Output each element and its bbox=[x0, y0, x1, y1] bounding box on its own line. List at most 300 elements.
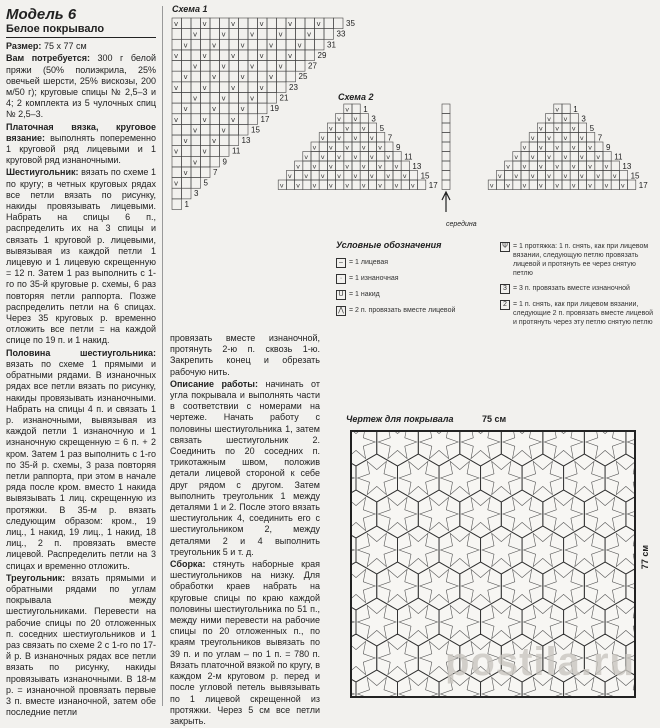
grid-cell bbox=[182, 124, 192, 135]
stitch-symbol: v bbox=[522, 181, 527, 190]
stitch-symbol: v bbox=[555, 143, 560, 152]
grid-cell bbox=[562, 161, 570, 171]
stitch-symbol: v bbox=[620, 181, 625, 190]
stitch-symbol: v bbox=[202, 147, 207, 156]
stitch-symbol: v bbox=[193, 62, 198, 71]
grid-cell bbox=[570, 114, 578, 124]
stitch-symbol: v bbox=[212, 137, 217, 146]
stitch-symbol: v bbox=[402, 172, 407, 180]
grid-cell bbox=[368, 142, 376, 152]
stitch-symbol: v bbox=[345, 181, 350, 190]
grid-cell bbox=[277, 71, 287, 82]
stitch-symbol: v bbox=[353, 134, 358, 142]
legend-text: = 1 изнаночная bbox=[349, 275, 399, 282]
paragraph-body: провязать вместе изнаночной, протянуть 2-ю п. сквозь 1-ю. Закрепить конец и обрезать рабочую нить. bbox=[170, 333, 320, 377]
grid-cell bbox=[324, 29, 334, 40]
column-divider bbox=[162, 6, 163, 706]
grid-cell bbox=[336, 142, 344, 152]
grid-cell bbox=[239, 50, 249, 61]
stitch-symbol: v bbox=[345, 162, 350, 171]
grid-cell bbox=[229, 135, 239, 146]
grid-cell bbox=[220, 82, 230, 93]
stitch-symbol: v bbox=[202, 20, 207, 28]
row-number: 5 bbox=[203, 178, 208, 188]
row-number: 9 bbox=[222, 157, 227, 167]
grid-cell bbox=[336, 180, 344, 190]
stitch-symbol: v bbox=[312, 181, 317, 190]
stitch-symbol: v bbox=[174, 51, 179, 60]
row-number: 1 bbox=[363, 105, 368, 114]
grid-cell bbox=[360, 152, 368, 162]
paragraph-heading: Платочная вязка, круговое вязание: bbox=[6, 121, 156, 143]
grid-cell bbox=[201, 167, 211, 178]
stitch-symbol: v bbox=[378, 162, 382, 171]
stitch-symbol: v bbox=[571, 162, 576, 171]
grid-cell bbox=[201, 103, 211, 114]
stitch-symbol: v bbox=[579, 134, 584, 142]
grid-cell bbox=[344, 114, 352, 124]
grid-cell bbox=[603, 152, 611, 162]
grid-cell bbox=[220, 146, 230, 157]
grid-cell bbox=[554, 133, 562, 143]
grid-cell bbox=[305, 18, 315, 29]
stitch-symbol: v bbox=[369, 153, 374, 161]
grid-cell bbox=[352, 104, 360, 114]
row-number: 29 bbox=[317, 50, 327, 60]
legend-title: Условные обозначения bbox=[336, 240, 442, 250]
grid-cell bbox=[442, 142, 450, 152]
grid-cell bbox=[229, 29, 239, 40]
grid-cell bbox=[324, 18, 334, 29]
grid-cell bbox=[239, 124, 249, 135]
row-number: 13 bbox=[622, 162, 632, 171]
grid-cell bbox=[172, 61, 182, 72]
grid-cell bbox=[537, 152, 545, 162]
grid-cell bbox=[258, 39, 268, 50]
row-number: 17 bbox=[428, 181, 438, 190]
grid-cell bbox=[393, 152, 401, 162]
grid-cell bbox=[229, 124, 239, 135]
stitch-symbol: v bbox=[221, 30, 226, 39]
stitch-symbol: v bbox=[555, 124, 560, 133]
grid-cell bbox=[201, 71, 211, 82]
grid-cell bbox=[220, 135, 230, 146]
row-number: 21 bbox=[279, 93, 289, 103]
grid-cell bbox=[191, 18, 201, 29]
grid-cell bbox=[258, 29, 268, 40]
stitch-symbol: v bbox=[378, 143, 382, 152]
stitch-symbol: v bbox=[269, 73, 274, 82]
grid-cell bbox=[229, 103, 239, 114]
stitch-symbol: v bbox=[345, 143, 350, 152]
grid-cell bbox=[182, 114, 192, 125]
grid-cell bbox=[529, 180, 537, 190]
stitch-symbol: v bbox=[287, 172, 292, 180]
stitch-symbol: v bbox=[555, 105, 560, 114]
stitch-symbol: v bbox=[202, 83, 207, 92]
grid-cell bbox=[191, 135, 201, 146]
grid-cell bbox=[529, 142, 537, 152]
stitch-symbol: v bbox=[183, 105, 188, 114]
paragraph-heading: Шестиугольник: bbox=[6, 167, 79, 178]
legend-item bbox=[500, 300, 656, 327]
stitch-symbol: v bbox=[193, 30, 198, 39]
stitch-symbol: v bbox=[353, 172, 358, 180]
grid-cell bbox=[229, 61, 239, 72]
schema1-label: Схема 1 bbox=[172, 4, 208, 14]
grid-cell bbox=[210, 114, 220, 125]
stitch-symbol: v bbox=[588, 181, 592, 190]
legend-item bbox=[500, 284, 656, 294]
grid-cell bbox=[352, 161, 360, 171]
row-number: 25 bbox=[298, 72, 308, 82]
grid-cell bbox=[377, 171, 385, 181]
paragraph-heading: Сборка: bbox=[170, 559, 206, 570]
row-number: 27 bbox=[308, 61, 317, 71]
grid-cell bbox=[220, 114, 230, 125]
grid-cell bbox=[182, 61, 192, 72]
stitch-symbol: v bbox=[250, 94, 255, 103]
legend-item bbox=[336, 258, 496, 268]
grid-cell bbox=[220, 71, 230, 82]
row-number: 7 bbox=[387, 133, 393, 143]
grid-cell bbox=[182, 188, 192, 199]
grid-cell bbox=[521, 152, 529, 162]
grid-cell bbox=[360, 133, 368, 143]
stitch-symbol: v bbox=[604, 181, 609, 190]
stitch-symbol: v bbox=[312, 143, 317, 152]
stitch-symbol: v bbox=[497, 172, 502, 180]
stitch-symbol: v bbox=[571, 124, 576, 133]
stitch-symbol: v bbox=[212, 105, 217, 114]
grid-cell bbox=[239, 18, 249, 29]
stitch-symbol: v bbox=[538, 124, 543, 133]
stitch-symbol: v bbox=[328, 143, 333, 152]
grid-cell bbox=[628, 180, 636, 190]
stitch-symbol: v bbox=[250, 62, 255, 71]
grid-cell bbox=[229, 92, 239, 103]
grid-cell bbox=[201, 61, 211, 72]
grid-cell bbox=[303, 161, 311, 171]
grid-cell bbox=[210, 29, 220, 40]
grid-cell bbox=[191, 82, 201, 93]
row-number: 33 bbox=[336, 29, 346, 39]
drawing-width-label: 75 см bbox=[482, 414, 507, 424]
center-label: середина bbox=[446, 221, 477, 228]
grid-cell bbox=[210, 156, 220, 167]
grid-cell bbox=[295, 171, 303, 181]
stitch-symbol: v bbox=[563, 153, 568, 161]
grid-cell bbox=[210, 61, 220, 72]
grid-cell bbox=[182, 82, 192, 93]
grid-cell bbox=[191, 71, 201, 82]
legend-symbol-icon: 3 bbox=[500, 284, 510, 294]
grid-cell bbox=[352, 123, 360, 133]
grid-cell bbox=[418, 180, 426, 190]
row-number: 7 bbox=[213, 167, 218, 177]
grid-cell bbox=[409, 171, 417, 181]
paragraph-body: выполнять попеременно 1 круговой ряд лицевыми и 1 круговой ряд изнаночными. bbox=[6, 132, 156, 166]
grid-cell bbox=[305, 39, 315, 50]
row-number: 7 bbox=[597, 133, 603, 143]
stitch-symbol: v bbox=[547, 134, 551, 142]
grid-cell bbox=[229, 71, 239, 82]
paragraph-body: начинать от угла покрывала и выполнять части в соответствии с номерами на чертеже. Начать работу с половины шестиугольника 1, затем связать шестиугольник 2. Соединить по 20 соседних п. трикотажным швом, положив детали лицевой стороной к себе друг рядом с другом. Затем выполнить треугольник 1 между деталями 1 и 2. После этого вязать шестиугольник 4, соединить его с шестиугольником 2, между деталями 2 и 4 выполнить треугольник 5 и т. д. bbox=[170, 378, 320, 557]
stitch-symbol: v bbox=[410, 181, 415, 190]
row-number: 9 bbox=[396, 143, 401, 152]
stitch-symbol: v bbox=[212, 73, 217, 82]
stitch-symbol: v bbox=[612, 172, 617, 180]
grid-cell bbox=[210, 82, 220, 93]
stitch-symbol: v bbox=[320, 134, 325, 142]
stitch-symbol: v bbox=[514, 153, 519, 161]
paragraph-heading: Половина шестиугольника: bbox=[6, 347, 156, 358]
grid-cell bbox=[248, 39, 258, 50]
row-number: 23 bbox=[289, 82, 298, 92]
grid-cell bbox=[496, 180, 504, 190]
grid-cell bbox=[587, 171, 595, 181]
stitch-symbol: v bbox=[174, 20, 179, 28]
stitch-symbol: v bbox=[547, 153, 551, 161]
paragraph-heading: Треугольник: bbox=[6, 572, 66, 583]
stitch-symbol: v bbox=[320, 153, 325, 161]
stitch-symbol: v bbox=[538, 181, 543, 190]
stitch-symbol: v bbox=[221, 126, 226, 135]
grid-cell bbox=[172, 39, 182, 50]
stitch-symbol: v bbox=[394, 181, 399, 190]
grid-cell bbox=[360, 114, 368, 124]
grid-cell bbox=[239, 61, 249, 72]
legend-symbol-icon: ⋀ bbox=[336, 306, 346, 316]
stitch-symbol: v bbox=[337, 153, 341, 161]
grid-cell bbox=[334, 18, 344, 29]
grid-cell bbox=[442, 152, 450, 162]
legend-right bbox=[500, 242, 656, 333]
row-number: 17 bbox=[638, 181, 648, 190]
stitch-symbol: v bbox=[361, 124, 366, 133]
stitch-symbol: v bbox=[328, 162, 333, 171]
stitch-symbol: v bbox=[304, 153, 309, 161]
stitch-symbol: v bbox=[259, 51, 264, 60]
grid-cell bbox=[239, 114, 249, 125]
grid-cell bbox=[537, 171, 545, 181]
grid-cell bbox=[172, 199, 182, 210]
stitch-symbol: v bbox=[337, 115, 341, 123]
grid-cell bbox=[248, 50, 258, 61]
grid-cell bbox=[239, 82, 249, 93]
legend-item bbox=[500, 242, 656, 278]
stitch-symbol: v bbox=[231, 20, 236, 28]
grid-cell bbox=[352, 180, 360, 190]
grid-cell bbox=[210, 18, 220, 29]
grid-cell bbox=[554, 171, 562, 181]
grid-cell bbox=[182, 18, 192, 29]
grid-cell bbox=[401, 161, 409, 171]
grid-cell bbox=[191, 103, 201, 114]
grid-cell bbox=[248, 103, 258, 114]
stitch-symbol: v bbox=[378, 181, 382, 190]
grid-cell bbox=[554, 152, 562, 162]
grid-cell bbox=[210, 124, 220, 135]
legend-left bbox=[336, 258, 496, 322]
stitch-symbol: v bbox=[361, 143, 366, 152]
stitch-symbol: v bbox=[278, 30, 283, 39]
stitch-symbol: v bbox=[231, 51, 236, 60]
grid-cell bbox=[182, 92, 192, 103]
grid-cell bbox=[191, 39, 201, 50]
middle-paragraphs bbox=[170, 333, 320, 727]
stitch-symbol: v bbox=[588, 143, 592, 152]
legend-item bbox=[336, 306, 496, 316]
paragraph-heading: Описание работы: bbox=[170, 378, 258, 389]
row-number: 5 bbox=[379, 124, 385, 133]
stitch-symbol: v bbox=[530, 134, 535, 142]
grid-cell bbox=[239, 29, 249, 40]
grid-cell bbox=[172, 135, 182, 146]
grid-cell bbox=[277, 39, 287, 50]
stitch-symbol: v bbox=[296, 162, 300, 171]
grid-cell bbox=[172, 167, 182, 178]
grid-cell bbox=[201, 156, 211, 167]
stitch-symbol: v bbox=[202, 115, 207, 124]
row-number: 35 bbox=[346, 19, 355, 28]
stitch-symbol: v bbox=[596, 172, 601, 180]
grid-cell bbox=[546, 123, 554, 133]
grid-cell bbox=[267, 29, 277, 40]
row-number: 11 bbox=[404, 152, 413, 162]
page-title: Модель 6 bbox=[6, 6, 77, 23]
grid-cell bbox=[305, 50, 315, 61]
grid-cell bbox=[296, 61, 306, 72]
stitch-symbol: v bbox=[530, 172, 535, 180]
grid-cell bbox=[562, 123, 570, 133]
grid-cell bbox=[267, 18, 277, 29]
grid-cell bbox=[182, 156, 192, 167]
grid-cell bbox=[286, 39, 296, 50]
grid-cell bbox=[442, 180, 450, 190]
legend-symbol-icon: · bbox=[336, 274, 346, 284]
grid-cell bbox=[368, 161, 376, 171]
grid-cell bbox=[267, 50, 277, 61]
grid-cell bbox=[546, 142, 554, 152]
grid-cell bbox=[595, 180, 603, 190]
legend-text: = 1 накид bbox=[349, 291, 380, 298]
row-number: 3 bbox=[194, 189, 199, 199]
schema2-label: Схема 2 bbox=[338, 92, 374, 102]
grid-cell bbox=[385, 161, 393, 171]
legend-text: = 1 п. снять, как при лицевом вязании, следующие 2 п. провязать вместе лицевой и протянуть через эту петлю снятую петлю bbox=[513, 301, 654, 326]
grid-cell bbox=[277, 18, 287, 29]
stitch-symbol: v bbox=[563, 172, 568, 180]
stitch-symbol: v bbox=[538, 143, 543, 152]
paragraph-body: вязать прямыми и обратными рядами по углам покрывала между шестиугольниками. Перевести на рабочие спицы по 20 отложенных п. соседних шестиугольников и 1 раз связать по схеме 2 с 1-го по 17-й р. В изнаночных рядах все петли вязать по рисунку, накиды провязывать изнаночными. В 18-м р. = изнаночной провязать первые 3 п. вместе изнаночной, затем обе последние петли bbox=[6, 572, 156, 718]
stitch-symbol: v bbox=[579, 153, 584, 161]
stitch-symbol: v bbox=[183, 137, 188, 146]
stitch-symbol: v bbox=[353, 153, 358, 161]
paragraph-body: вязать по схеме 1 прямыми и обратными рядами. В изнаночных рядах все петли вязать по рисунку, накиды провязывать изнаночными. Набрать на спицы 4 п. и связать 1 р. изнаночными, вывязывая из каждой петли 1 изнаночную и 1 изнаночную скрещенную = 6 п. + 2 кром. Затем 1 раз выполнить с 1-го по 35-й р. схемы, 3 раза повторяя петли раппорта, при этом в начале ряда после кром. вместо 1 накида вывязывать 1 лиц. скрещенную из протяжки. В 35-м р. вязать следующим образом: кром., 19 лиц., 1 накид, 19 лиц., 1 накид, 18 лиц., 2 п. провязать вместе лицевой. Распределить петли на 3 спицах и временно отложить. bbox=[6, 358, 156, 571]
grid-cell bbox=[220, 103, 230, 114]
mid-paragraph bbox=[170, 333, 320, 378]
grid-cell bbox=[587, 152, 595, 162]
grid-cell bbox=[368, 180, 376, 190]
grid-cell bbox=[442, 104, 450, 114]
grid-cell bbox=[220, 50, 230, 61]
grid-cell bbox=[296, 50, 306, 61]
grid-cell bbox=[201, 135, 211, 146]
left-paragraph bbox=[6, 41, 156, 52]
paragraph-body: стянуть наборные края шестиугольников на низку. Для обработки краев набрать на круговые спицы по краю каждой половины шестиугольника по 51 п., между ними перевести на рабочие спицы по 20 отложенных п., по краям треугольников вывязать по 39 п. и по углам – по 1 п. = 780 п. Вязать платочной вязкой по кругу, в каждом 2-м круговом р. перед и после угловой петель вывязывать по 1 лицевой скрещенной из протяжки. Через 5 см все петли закрыть. bbox=[170, 559, 320, 726]
grid-cell bbox=[201, 29, 211, 40]
grid-cell bbox=[513, 180, 521, 190]
row-number: 31 bbox=[327, 40, 336, 50]
stitch-symbol: v bbox=[278, 62, 283, 71]
grid-cell bbox=[172, 156, 182, 167]
grid-cell bbox=[562, 142, 570, 152]
grid-cell bbox=[603, 171, 611, 181]
stitch-symbol: v bbox=[240, 105, 245, 114]
grid-cell bbox=[191, 146, 201, 157]
stitch-symbol: v bbox=[307, 30, 312, 39]
row-number: 9 bbox=[606, 143, 611, 152]
stitch-symbol: v bbox=[174, 115, 179, 124]
grid-cell bbox=[296, 18, 306, 29]
stitch-symbol: v bbox=[193, 158, 198, 167]
stitch-symbol: v bbox=[489, 181, 494, 190]
grid-cell bbox=[319, 142, 327, 152]
stitch-symbol: v bbox=[369, 172, 374, 180]
grid-cell bbox=[311, 171, 319, 181]
stitch-symbol: v bbox=[193, 126, 198, 135]
grid-cell bbox=[258, 61, 268, 72]
grid-cell bbox=[220, 18, 230, 29]
row-number: 19 bbox=[270, 104, 279, 114]
grid-cell bbox=[401, 180, 409, 190]
grid-cell bbox=[595, 142, 603, 152]
grid-cell bbox=[611, 161, 619, 171]
watermark: postila.ru bbox=[445, 640, 636, 684]
row-number: 1 bbox=[184, 199, 189, 209]
grid-cell bbox=[377, 133, 385, 143]
grid-cell bbox=[570, 152, 578, 162]
stitch-symbol: v bbox=[279, 181, 284, 190]
grid-cell bbox=[172, 71, 182, 82]
legend-text: = 1 лицевая bbox=[349, 259, 389, 266]
row-number: 11 bbox=[232, 146, 241, 156]
paragraph-body: 300 г белой пряжи (50% полиэкрила, 25% овечьей шерсти, 25% вискозы, 200 м/50 г); круговые спицы № 2,5–3 и 4; 2 комплекта из 5 чулочных спиц № 2,5–3. bbox=[6, 53, 156, 120]
grid-cell bbox=[546, 180, 554, 190]
grid-cell bbox=[286, 61, 296, 72]
stitch-symbol: v bbox=[231, 83, 236, 92]
grid-cell bbox=[336, 123, 344, 133]
stitch-symbol: v bbox=[538, 162, 543, 171]
grid-cell bbox=[546, 161, 554, 171]
grid-cell bbox=[327, 171, 335, 181]
stitch-symbol: v bbox=[328, 124, 333, 133]
grid-cell bbox=[377, 152, 385, 162]
grid-cell bbox=[562, 180, 570, 190]
middle-text-column bbox=[170, 333, 320, 728]
grid-cell bbox=[182, 146, 192, 157]
stitch-symbol: v bbox=[288, 51, 293, 60]
stitch-symbol: v bbox=[563, 134, 568, 142]
grid-cell bbox=[182, 29, 192, 40]
grid-cell bbox=[619, 171, 627, 181]
stitch-symbol: v bbox=[369, 134, 374, 142]
stitch-symbol: v bbox=[212, 41, 217, 50]
grid-cell bbox=[442, 171, 450, 181]
grid-cell bbox=[182, 50, 192, 61]
grid-cell bbox=[578, 123, 586, 133]
